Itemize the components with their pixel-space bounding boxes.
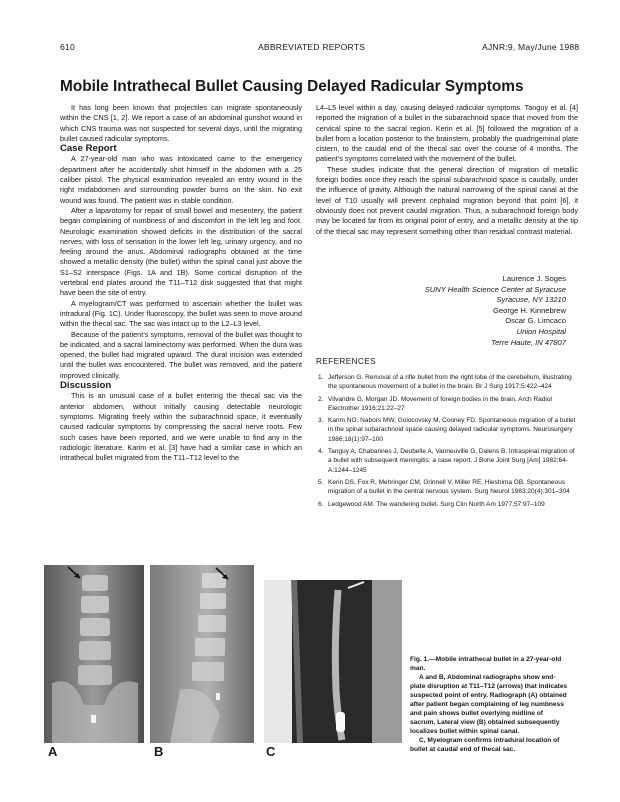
case-paragraph-4: Because of the patient’s symptoms, removal of the bullet was thought to be indicated, and a sacral laminectomy was performed. When the dura was opened, the bullet had migrated upward. The dural incision was extended until the bullet was encountered. The bullet was removed, and the patient improved clinically.	[60, 329, 302, 380]
radiograph-b	[150, 565, 254, 743]
discussion-paragraph-2: L4–L5 level within a day, causing delayed radicular symptoms. Tanguy et al. [4] reported the migration of a bullet in the subarachnoid space that moved from the cervical spine to the sacral region. Kerin et al. [5] followed the migration of a bullet from a location posterior to the brainstem, probably the quadrigeminal plate cistern, to the caudal end of the thecal sac over the course of 4 months. The patient’s symptoms correlated with the movement of the bullet.	[316, 103, 578, 164]
case-paragraph-3: A myelogram/CT was performed to ascertain whether the bullet was intradural (Fig. 1C). Under fluoroscopy, the bullet was seen to move around within the thecal sac. The sac was intact up to the L2–L3 level.	[60, 298, 302, 329]
discussion-heading: Discussion	[60, 380, 112, 392]
author-city: Terre Haute, IN 47807	[491, 337, 566, 347]
caption-c: C, Myelogram confirms intradural location of bullet at caudal end of thecal sac.	[410, 737, 560, 753]
case-paragraph-2: After a laparotomy for repair of small bowel and mesentery, the patient began complaining of numbness of and discomfort in the left leg and foot. Neurologic examination showed deficits in the distribution of the sacral nerves, with loss of sensation in the lower left leg, urinary urgency, and no feeling around the anus. Abdominal radiographs obtained at the time showed a metallic density (the bullet) within the spinal canal just above the S1–S2 interspace (Figs. 1A and 1B). Some cortical disruption of the vertebral end plates around the T11–T12 disk suggested that that might have been the site of entry.	[60, 205, 302, 298]
article-title: Mobile Intrathecal Bullet Causing Delayed Radicular Symptoms	[60, 78, 524, 95]
section-header: ABBREVIATED REPORTS	[258, 42, 366, 52]
author-block	[400, 274, 566, 348]
reference-item: 4. Tanguy A, Chabannes J, Deubelle A, Vanneuville G, Dalens B. Intraspinal migration of a bullet with subsequent meningitis: a case report. J Bone Joint Surg [Am] 1982;64-A:1244–1245	[318, 448, 575, 474]
caption-ab: A and B, Abdominal radiographs show end-plate disruption at T11–T12 (arrows) that indicates suspected point of entry. Radiograph (A) obtained after patient began complaining of leg numbness and pain shows bullet overlying midline of sacrum. Lateral view (B) obtained subsequently localizes bullet within spinal canal.	[410, 674, 568, 735]
reference-item: 2. Vilvandre G, Morgan JD. Movement of foreign bodies in the brain. Arch Radiol Electrother 1916;21:22–27	[318, 395, 552, 412]
reference-item: 3. Karim NO, Nabors MW, Golocovsky M, Cooney FD. Spontaneous migration of a bullet in the spinal subarachnoid space causing delayed radicular symptoms. Neurosurgery 1986;18(1):97–100	[318, 417, 576, 443]
author-name: Oscar G. Limcaco	[505, 316, 566, 326]
page-number: 610	[60, 42, 75, 52]
case-report-heading: Case Report	[60, 143, 117, 155]
reference-item: 5. Kerin DS, Fox R, Mehringer CM, Grinnell V, Miller RE, Hieshima GB. Spontaneous migration of a bullet in the central nervous system. Surg Neurol 1983;20(4):301–304	[318, 478, 570, 496]
figure-label-b: B	[154, 744, 164, 759]
radiograph-a	[44, 565, 144, 743]
figure-label-a: A	[48, 744, 58, 759]
references-heading: REFERENCES	[316, 357, 376, 366]
left-column	[60, 103, 302, 463]
discussion-paragraph-1: This is an unusual case of a bullet entering the thecal sac via the anterior abdomen, without initially causing detectable neurologic symptoms. Migrating freely within the subarachnoid space, it eventually caused radicular symptoms by compressing the sacral nerve roots. Few such cases have been reported, and we were unable to find any in the radiologic literature. Karim et al. [3] have had a similar case in which an intrathecal bullet migrated from the T11–T12 level to the	[60, 391, 302, 463]
reference-item: 1. Jefferson G. Removal of a rifle bullet from the right lobe of the cerebellum, illustrating the spontaneous movement of a bullet in the brain. Br J Surg 1917;5:422–424	[318, 374, 572, 391]
intro-paragraph: It has long been known that projectiles can migrate spontaneously within the CNS [1, 2]. We report a case of an abdominal gunshot wound in which CNS trauma was not suspected for several days, until the migrating bullet caused radicular symptoms.	[60, 103, 302, 143]
author-city: Syracuse, NY 13210	[496, 295, 566, 305]
discussion-paragraph-3: These studies indicate that the general direction of migration of metallic foreign bodies once they reach the spinal subarachnoid space is caudally, under the influence of gravity. Although the natural narrowing of the spinal canal at the level of T10 usually will prevent cephalad migration beyond that point [6], it obviously does not prevent caudal migration. Thus, a subarachnoid foreign body may be located far from its original point of entry, and a metallic density at the tip of the thecal sac may represent something other than residual contrast material.	[316, 164, 578, 236]
author-affiliation: SUNY Health Science Center at Syracuse	[424, 284, 566, 294]
author-name: Laurence J. Soges	[502, 274, 566, 283]
case-paragraph-1: A 27-year-old man who was intoxicated came to the emergency department after he accidentally shot himself in the abdomen with a .25 caliber pistol. The physical examination revealed an entry wound in the right midabdomen and surrounding powder burns on the skin. No exit wound was found. The patient was in stable condition.	[60, 154, 302, 205]
caption-title: Fig. 1.—Mobile intrathecal bullet in a 27-year-old man.	[410, 656, 562, 672]
right-column	[316, 103, 578, 237]
reference-list	[316, 373, 578, 512]
myelogram-c	[264, 580, 402, 743]
figure-label-c: C	[266, 744, 276, 759]
author-affiliation: Union Hospital	[516, 326, 566, 336]
figure-caption	[410, 655, 568, 754]
author-name: George H. Kinnebrew	[492, 305, 566, 315]
reference-item: 6. Ledgewood AM. The wandering bullet. Surg Clin North Am 1977;57:97–109	[318, 500, 545, 508]
journal-citation: AJNR:9, May/June 1988	[482, 42, 580, 52]
